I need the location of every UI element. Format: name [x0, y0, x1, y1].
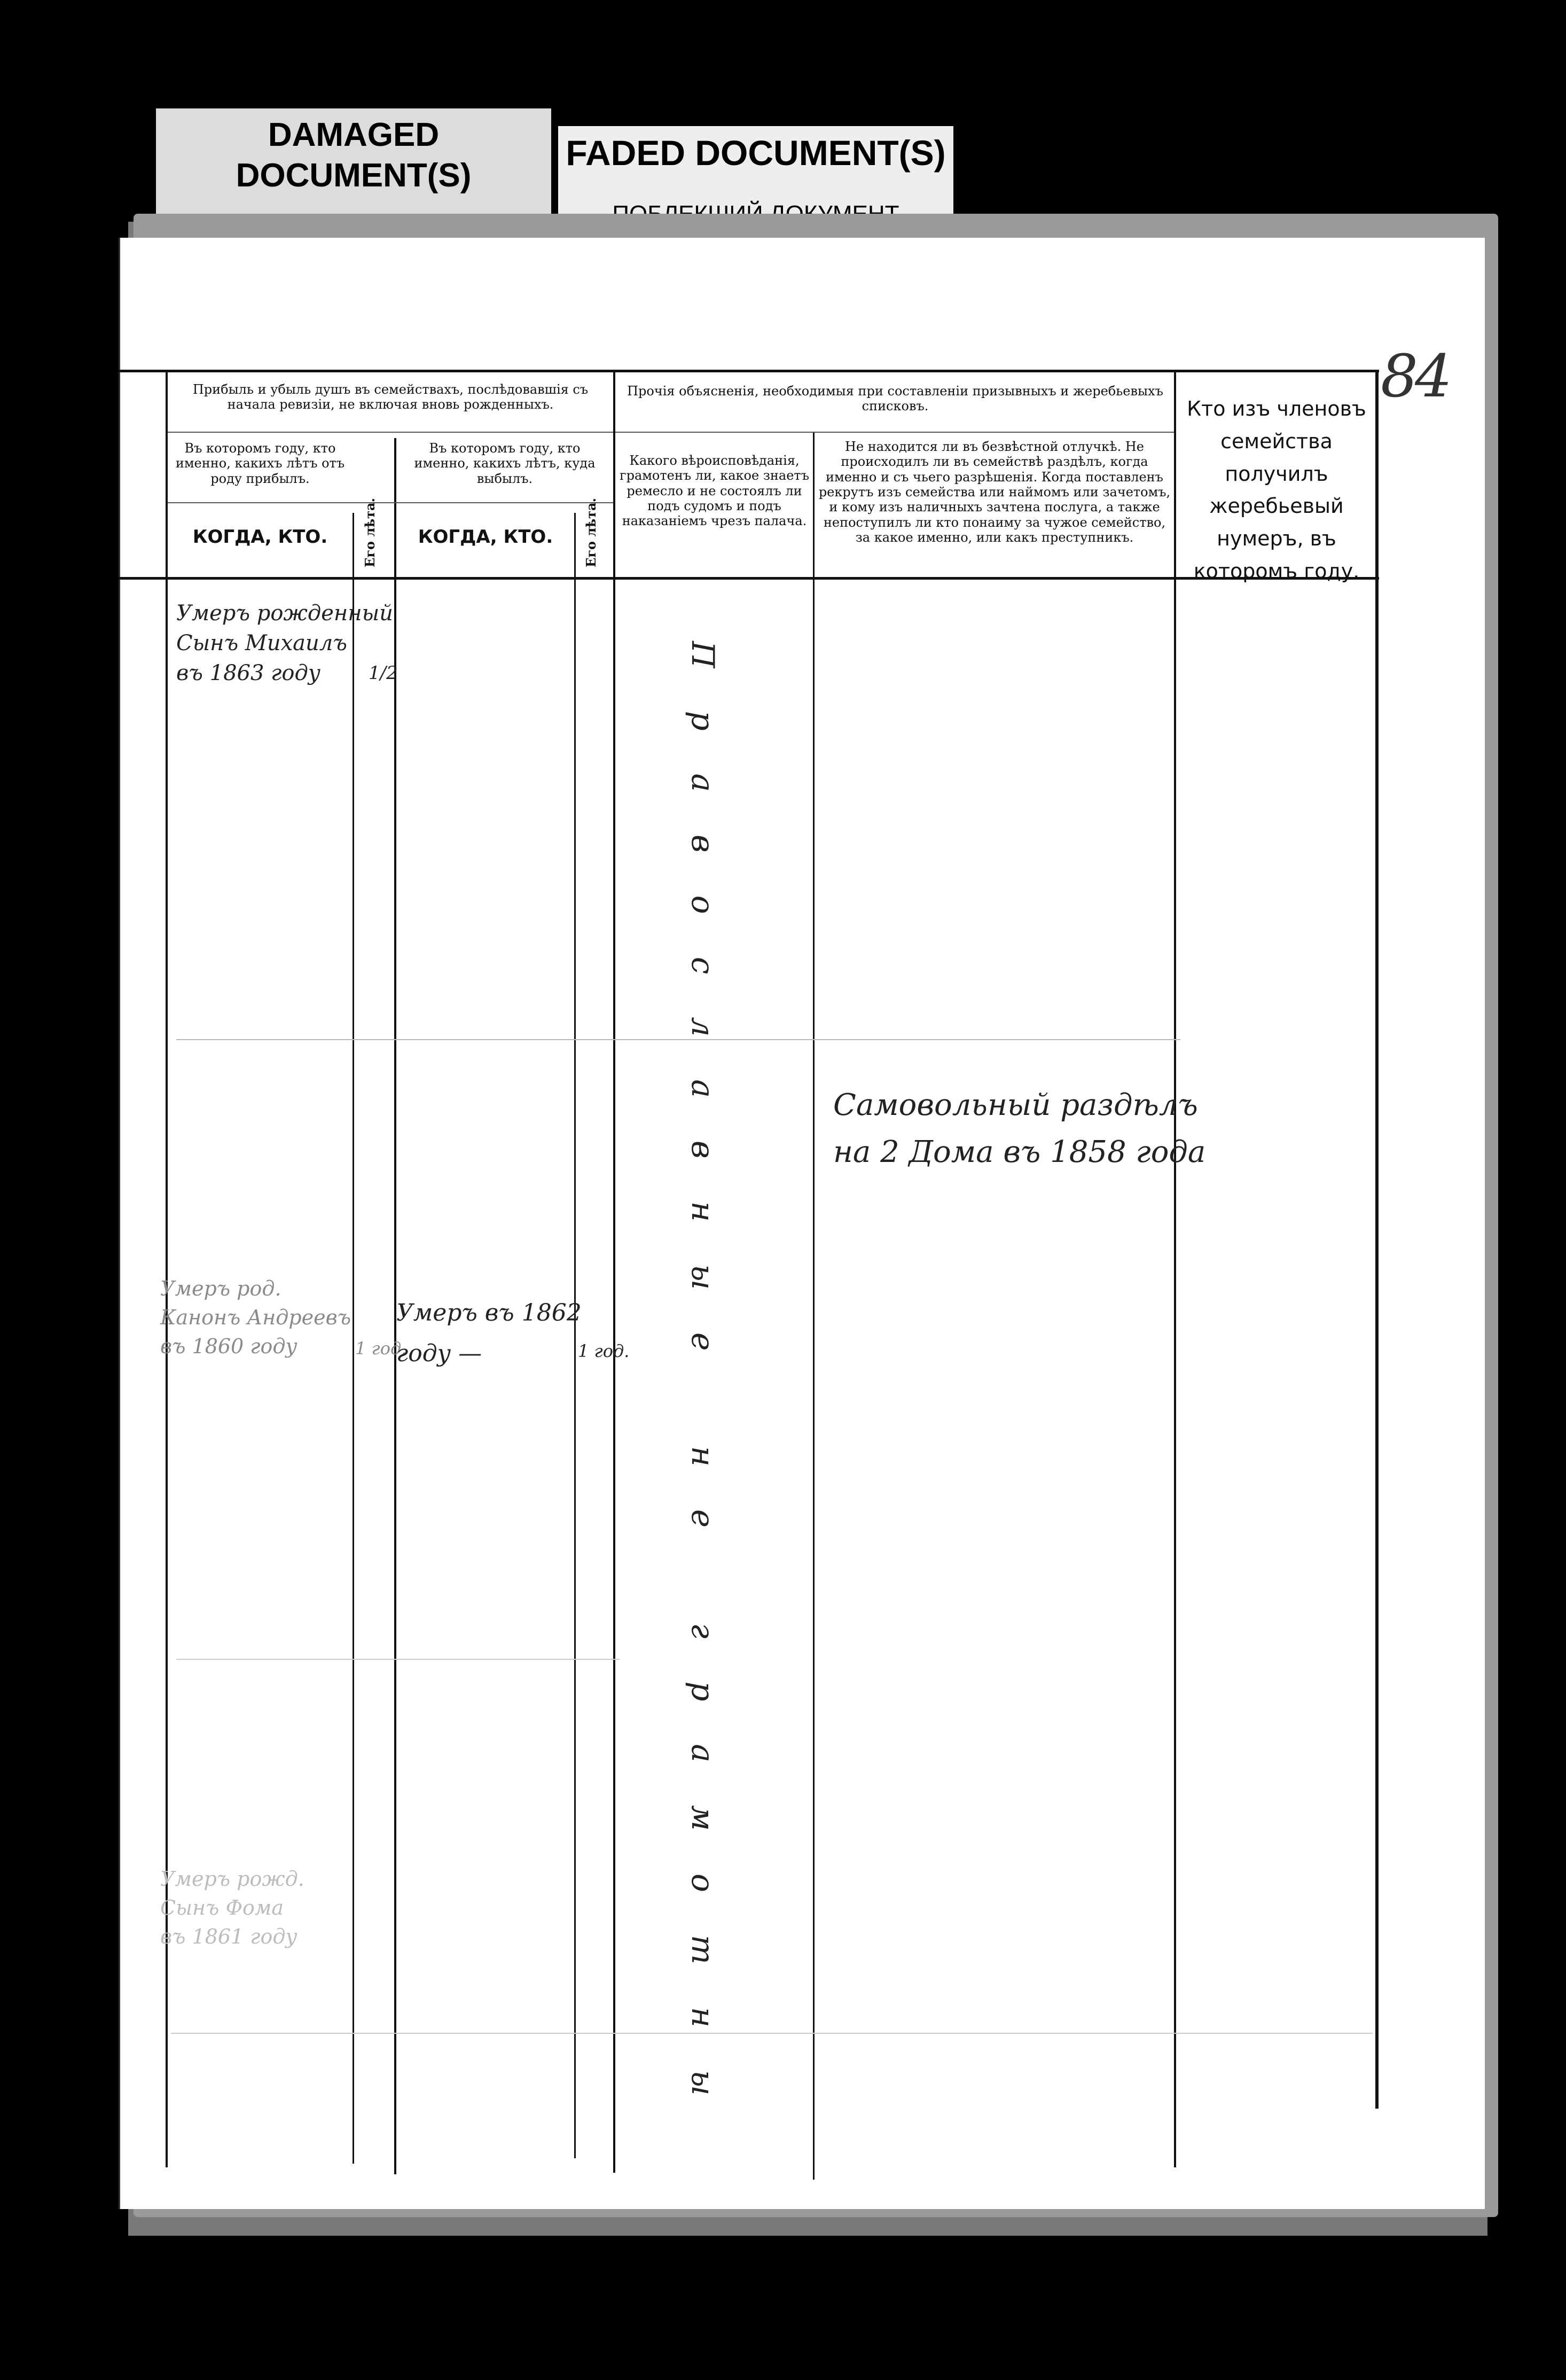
header-other-explanations: Прочія объясненія, необходимыя при составленіи призывныхъ и жеребьевыхъ списковъ.	[627, 384, 1163, 414]
row-separator	[176, 1659, 620, 1660]
hw-line: году —	[396, 1340, 482, 1367]
handwritten-division-note	[833, 1082, 1205, 1176]
column-rule	[1174, 372, 1176, 2167]
header-religion: Какого вѣроисповѣданія, грамотенъ ли, какое знаетъ ремесло и не состоялъ ли подъ судомъ и подъ наказаніемъ чрезъ палача.	[620, 453, 809, 529]
table-top-border	[119, 370, 1379, 372]
hw-line: Умеръ въ 1862	[396, 1299, 582, 1326]
handwritten-entry-3	[396, 1293, 582, 1374]
header-when-who-arrived: КОГДА, КТО.	[192, 526, 328, 548]
hw-line: Сынъ Михаилъ	[176, 631, 347, 656]
hw-line: Умеръ рожденный	[176, 601, 393, 626]
header-when-who-departed: КОГДА, КТО.	[418, 526, 553, 548]
header-departed: Въ которомъ году, кто именно, какихъ лѣтъ, куда выбылъ.	[414, 441, 596, 486]
row-separator	[176, 1039, 1180, 1040]
handwritten-age-3: 1 год.	[578, 1341, 630, 1361]
hw-line: на 2 Дома въ 1858 года	[833, 1135, 1206, 1169]
header-age-departed: Его лѣта.	[583, 498, 599, 567]
hw-line: Сынъ Фома	[160, 1896, 284, 1919]
header-absence-division: Не находится ли въ безвѣстной отлучкѣ. Не происходилъ ли въ семействѣ раздѣлъ, когда именно и съ чьего разрѣшенія. Когда поставленъ рекрутъ изъ семейства или наймомъ или зачетомъ, и кому изъ наличныхъ зачтена послуга, а также непоступилъ ли кто понаиму за чужое семейство, за какое именно, или какъ преступникъ.	[818, 439, 1171, 545]
header-lottery-number: Кто изъ членовъ семейства получилъ жеребьевый нумеръ, въ которомъ году.	[1187, 397, 1366, 583]
column-rule	[813, 433, 815, 2180]
handwritten-entry-1	[176, 598, 393, 688]
header-rule	[168, 432, 613, 433]
handwritten-age-2: 1 год.	[355, 1338, 407, 1359]
header-rule	[615, 432, 1174, 433]
handwritten-age-1: 1/2	[369, 662, 398, 684]
hw-line: въ 1861 году	[160, 1925, 297, 1948]
column-rule	[1375, 372, 1379, 2109]
header-arrived: Въ которомъ году, кто именно, какихъ лѣтъ отъ роду прибылъ.	[175, 441, 345, 486]
row-separator	[171, 2033, 1373, 2034]
column-rule	[613, 372, 615, 2173]
page-number: 84	[1381, 342, 1449, 410]
header-rule	[168, 502, 613, 503]
hw-line: въ 1863 году	[176, 661, 321, 685]
handwritten-entry-4	[160, 1864, 304, 1951]
hw-line: Умеръ рожд.	[160, 1867, 304, 1891]
handwritten-religion-vertical: Православные не грамотны	[685, 641, 721, 2139]
header-age-arrived: Его лѣта.	[362, 498, 378, 567]
hw-line: въ 1860 году	[160, 1335, 297, 1358]
hw-line: Канонъ Андреевъ	[160, 1306, 351, 1329]
header-gain-loss: Прибыль и убыль душъ въ семействахъ, послѣдовавшія съ начала ревизіи, не включая вновь рожденныхъ.	[192, 382, 589, 412]
hw-line: Самовольный раздѣлъ	[833, 1088, 1198, 1122]
handwritten-entry-2	[160, 1274, 351, 1361]
damaged-stamp-line2: DOCUMENT(S)	[236, 157, 472, 194]
hw-line: Умеръ род.	[160, 1277, 281, 1300]
faded-stamp-line1: FADED DOCUMENT(S)	[566, 133, 946, 173]
damaged-stamp-line1: DAMAGED	[268, 116, 440, 153]
column-rule	[353, 513, 354, 2164]
